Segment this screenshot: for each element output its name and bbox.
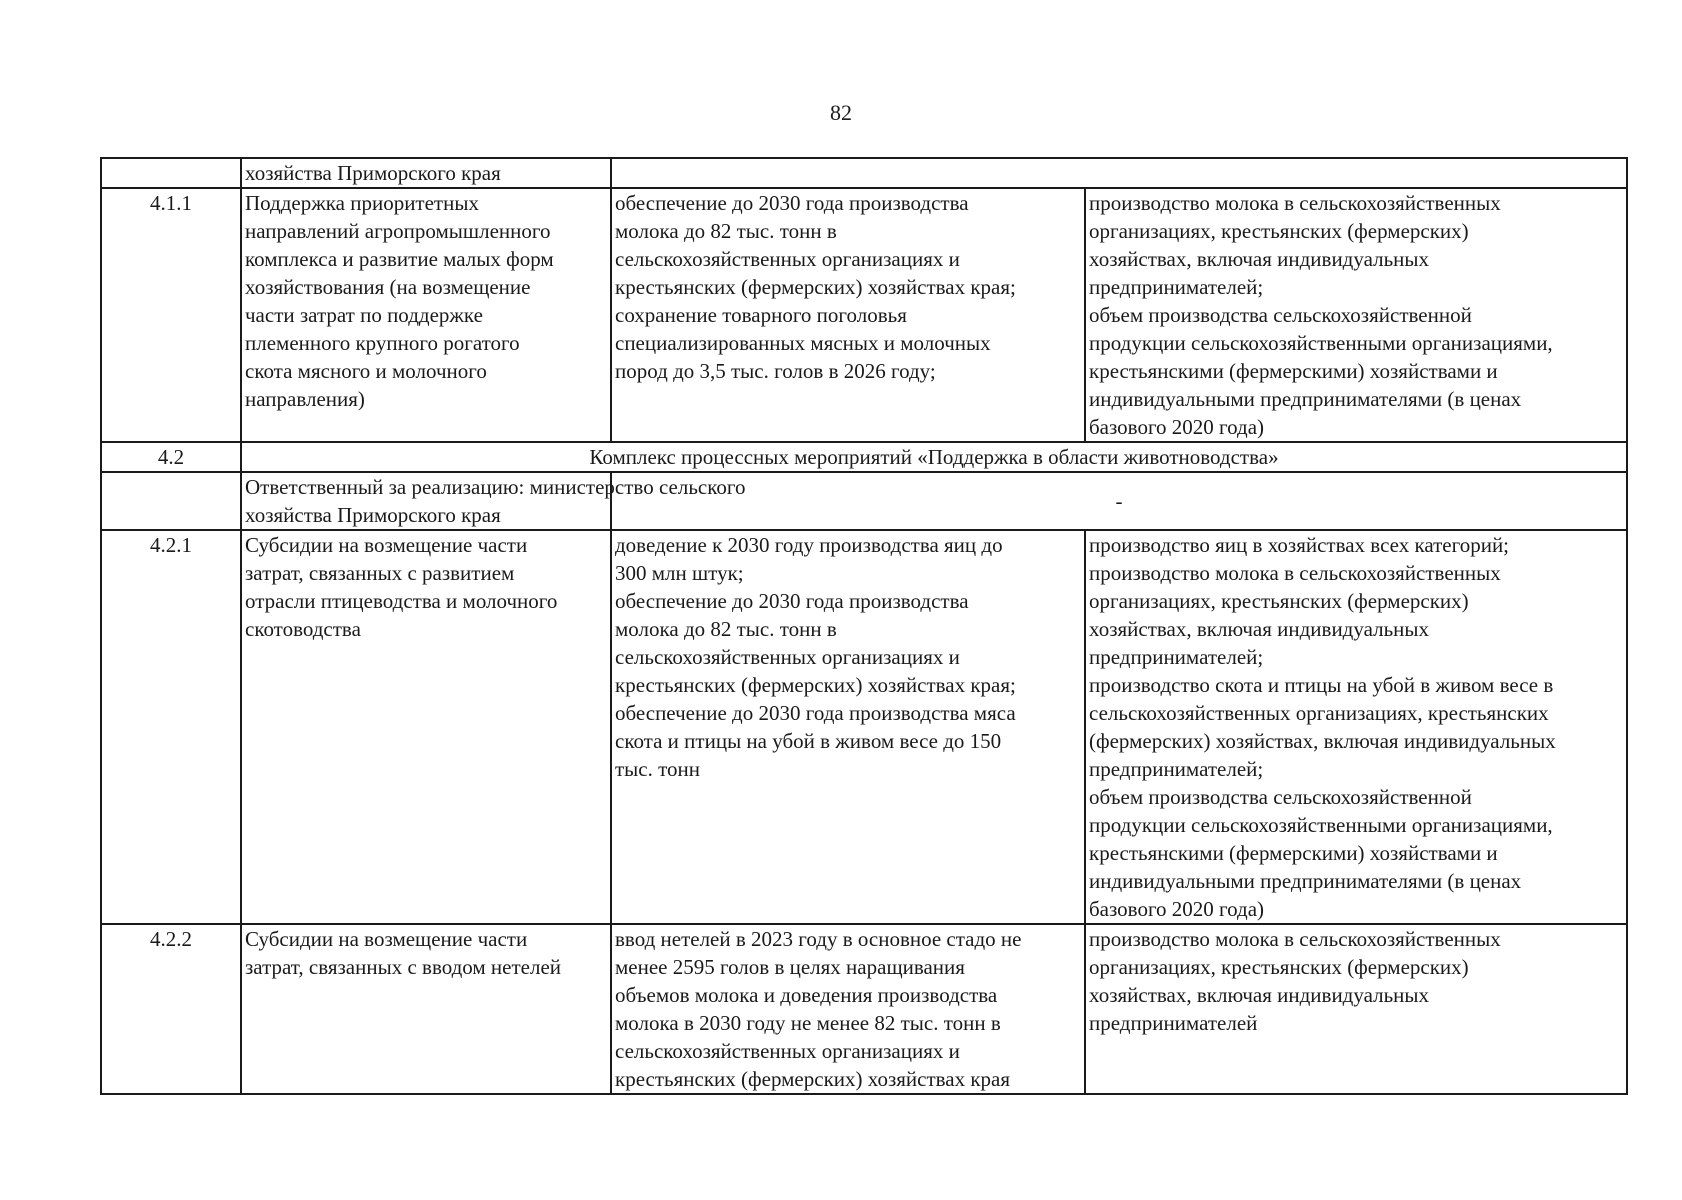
row-number-text: 4.2.2 (150, 927, 192, 951)
text-line: предпринимателей; (1089, 275, 1264, 299)
text-line: специализированных мясных и молочных (615, 331, 991, 355)
text-line: объем производства сельскохозяйственной (1089, 303, 1472, 327)
text-line: Субсидии на возмещение части (245, 533, 528, 557)
text-line: продукции сельскохозяйственными организациями, (1089, 331, 1553, 355)
measure-indicators (1085, 530, 1627, 924)
measure-name (241, 188, 611, 442)
row-number-text: 4.1.1 (150, 191, 192, 215)
measure-tasks (611, 530, 1085, 924)
text-line: молока до 82 тыс. тонн в (615, 219, 837, 243)
table-row (101, 442, 1627, 472)
text-line: производство яиц в хозяйствах всех категорий; (1089, 533, 1510, 557)
text-line: предпринимателей; (1089, 757, 1264, 781)
text-line: племенного крупного рогатого (245, 331, 520, 355)
text-line: направления) (245, 387, 365, 411)
responsible-text (241, 472, 746, 530)
text-line: крестьянских (фермерских) хозяйствах края; (615, 275, 1016, 299)
table-row (101, 924, 1627, 1094)
text-line: молока в 2030 году не менее 82 тыс. тонн в (615, 1011, 1001, 1035)
program-table (100, 157, 1628, 1095)
text-line: продукции сельскохозяйственными организациями, (1089, 813, 1553, 837)
text-line: затрат, связанных с вводом нетелей (245, 955, 562, 979)
row-number-text: 4.2.1 (150, 533, 192, 557)
responsible-value (611, 472, 1627, 530)
text-line: хозяйствах, включая индивидуальных (1089, 617, 1429, 641)
text-line: обеспечение до 2030 года производства (615, 589, 969, 613)
text-line: хозяйствования (на возмещение (245, 275, 531, 299)
text-line: хозяйствах, включая индивидуальных (1089, 983, 1429, 1007)
text-line: объемов молока и доведения производства (615, 983, 998, 1007)
text-line: менее 2595 голов в целях наращивания (615, 955, 965, 979)
text-line: тыс. тонн (615, 757, 700, 781)
text-line: организациях, крестьянских (фермерских) (1089, 219, 1469, 243)
page-number: 82 (830, 100, 852, 125)
text-line: предпринимателей; (1089, 645, 1264, 669)
row-number (101, 442, 241, 472)
text-line: производство скота и птицы на убой в живом весе в (1089, 673, 1554, 697)
measure-tasks (611, 188, 1085, 442)
text-line: хозяйствах, включая индивидуальных (1089, 247, 1429, 271)
text-line: Поддержка приоритетных (245, 191, 479, 215)
row-number-text: 4.2 (157, 445, 185, 469)
text-line: части затрат по поддержке (245, 303, 483, 327)
text-line: сельскохозяйственных организациях, крестьянских (1089, 701, 1549, 725)
row-number (101, 924, 241, 1094)
row-number (101, 530, 241, 924)
table-row (101, 472, 1627, 530)
text-line: скотоводства (245, 617, 361, 641)
text-line: сельскохозяйственных организациях и (615, 645, 960, 669)
text-line: затрат, связанных с развитием (245, 561, 515, 585)
text-line: производство молока в сельскохозяйственных (1089, 927, 1501, 951)
measure-name (241, 530, 611, 924)
text-line: Ответственный за реализацию: министерство сельского (245, 475, 746, 499)
table-body (101, 158, 1627, 1094)
text-line: организациях, крестьянских (фермерских) (1089, 589, 1469, 613)
measure-indicators (1085, 188, 1627, 442)
section-title-text: Комплекс процессных мероприятий «Поддержка в области животноводства» (589, 445, 1279, 469)
responsible-value (611, 158, 1627, 188)
text-line: скота и птицы на убой в живом весе до 150 (615, 729, 1002, 753)
text-line: отрасли птицеводства и молочного (245, 589, 558, 613)
row-number (101, 188, 241, 442)
text-line: базового 2020 года) (1089, 415, 1265, 439)
table-row (101, 188, 1627, 442)
text-line: сохранение товарного поголовья (615, 303, 907, 327)
text-line: Субсидии на возмещение части (245, 927, 528, 951)
text-line: скота мясного и молочного (245, 359, 487, 383)
text-line: комплекса и развитие малых форм (245, 247, 554, 271)
row-number (101, 158, 241, 188)
text-line: молока до 82 тыс. тонн в (615, 617, 837, 641)
text-line: хозяйства Приморского края (245, 161, 501, 185)
responsible-value-text: - (1115, 489, 1123, 513)
text-line: (фермерских) хозяйствах, включая индивидуальных (1089, 729, 1556, 753)
row-number (101, 472, 241, 530)
text-line: хозяйства Приморского края (245, 503, 501, 527)
text-line: производство молока в сельскохозяйственных (1089, 191, 1501, 215)
section-title (241, 442, 1627, 472)
text-line: пород до 3,5 тыс. голов в 2026 году; (615, 359, 936, 383)
text-line: предпринимателей (1089, 1011, 1258, 1035)
measure-indicators (1085, 924, 1627, 1094)
text-line: индивидуальными предпринимателями (в ценах (1089, 387, 1522, 411)
table-row (101, 158, 1627, 188)
text-line: крестьянскими (фермерскими) хозяйствами и (1089, 841, 1498, 865)
text-line: производство молока в сельскохозяйственных (1089, 561, 1501, 585)
text-line: базового 2020 года) (1089, 897, 1265, 921)
text-line: крестьянскими (фермерскими) хозяйствами и (1089, 359, 1498, 383)
measure-name (241, 924, 611, 1094)
text-line: сельскохозяйственных организациях и (615, 1039, 960, 1063)
text-line: крестьянских (фермерских) хозяйствах края (615, 1067, 1011, 1091)
responsible-text (241, 158, 611, 188)
text-line: объем производства сельскохозяйственной (1089, 785, 1472, 809)
text-line: обеспечение до 2030 года производства мяса (615, 701, 1016, 725)
text-line: направлений агропромышленного (245, 219, 551, 243)
text-line: ввод нетелей в 2023 году в основное стадо не (615, 927, 1022, 951)
text-line: доведение к 2030 году производства яиц до (615, 533, 1003, 557)
text-line: крестьянских (фермерских) хозяйствах края; (615, 673, 1016, 697)
measure-tasks (611, 924, 1085, 1094)
table-row (101, 530, 1627, 924)
text-line: организациях, крестьянских (фермерских) (1089, 955, 1469, 979)
text-line: сельскохозяйственных организациях и (615, 247, 960, 271)
text-line: 300 млн штук; (615, 561, 744, 585)
text-line: индивидуальными предпринимателями (в ценах (1089, 869, 1522, 893)
text-line: обеспечение до 2030 года производства (615, 191, 969, 215)
